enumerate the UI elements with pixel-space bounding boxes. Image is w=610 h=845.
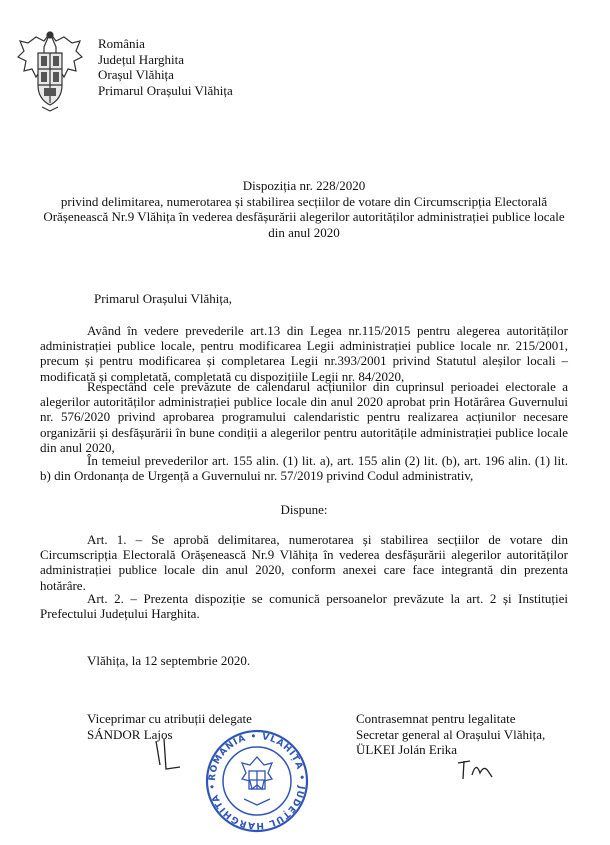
issuer-header — [98, 36, 233, 98]
right-signer-name: ÜLKEI Jolán Erika — [356, 742, 458, 757]
paragraph-legal-basis: Având în vedere prevederile art.13 din Legea nr.115/2015 pentru alegerea autorităților administrației publice locale, pentru modificarea Legii administrației publice locale nr. 215/2001, precum și pentru modificarea și completarea Legii nr.393/2001 privind Statutul aleșilor locali – modificată și completată, completată cu dispozițiile Legii nr. 84/2020, — [40, 323, 568, 384]
romania-coat-of-arms-icon — [14, 27, 86, 118]
right-signer-role-1: Contrasemnat pentru legalitate — [356, 711, 516, 726]
paragraph-calendar: Respectând cele prevăzute de calendarul acțiunilor din cuprinsul perioadei electorale a alegerilor autorităților administrației publice locale din anul 2020 aprobat prin Hotărârea Guvernului nr. 576/2020 privind aprobarea programului calendaristic pentru realizarea acțiunilor necesare organizării și desfășurării în bune condiții a alegerilor pentru autoritățile administrației publice locale din anul 2020, — [40, 379, 568, 455]
article-1: Art. 1. – Se aprobă delimitarea, numerotarea și stabilirea secțiilor de votare din Circumscripția Electorală Orășenească Nr.9 Vlăhița în vederea desfășurării alegerilor autorităților administrației publice locale din anul 2020, conform anexei care face integrantă din prezenta hotărâre. — [40, 532, 568, 593]
intro-line: Primarul Orașului Vlăhița, — [94, 291, 233, 306]
disposition-subject: privind delimitarea, numerotarea și stabilirea secțiilor de votare din Circumscripția Electorală Orășenească Nr.9 Vlăhița în vederea desfășurării alegerilor autorităților administrației publice locale din anul 2020 — [43, 193, 565, 240]
left-signer-role: Viceprimar cu atribuții delegate — [87, 711, 252, 726]
signature-block-right — [356, 711, 545, 758]
header-country: România — [98, 36, 145, 51]
header-town: Orașul Vlăhița — [98, 67, 174, 82]
document-title — [40, 178, 568, 240]
article-2: Art. 2. – Prezenta dispoziție se comunică persoanelor prevăzute la art. 2 și Instituției Prefectului Județului Harghita. — [40, 591, 568, 622]
left-signer-name: SÁNDOR Lajos — [87, 726, 173, 742]
handwritten-signature-right — [454, 755, 498, 790]
right-signer-role-2: Secretar general al Orașului Vlăhița, — [356, 726, 546, 742]
header-county: Județul Harghita — [98, 51, 185, 67]
paragraph-authority: În temeiul prevederilor art. 155 alin. (1) lit. a), art. 155 alin (2) lit. (b), art. 196 alin. (1) lit. b) din Ordonanța de Urgență a Guvernului nr. 57/2019 privind Codul administrativ, — [40, 453, 568, 484]
official-stamp — [202, 727, 312, 840]
dispune-heading: Dispune: — [280, 502, 328, 517]
handwritten-signature-left — [150, 735, 190, 780]
header-issuer: Primarul Orașului Vlăhița — [98, 82, 233, 98]
disposition-number: Dispoziția nr. 228/2020 — [242, 178, 366, 193]
stamp-ring-text: ROMÂNIA • VLĂHIȚA • JUDEȚUL HARGHITA • — [207, 731, 307, 831]
place-and-date: Vlăhița, la 12 septembrie 2020. — [87, 653, 251, 668]
